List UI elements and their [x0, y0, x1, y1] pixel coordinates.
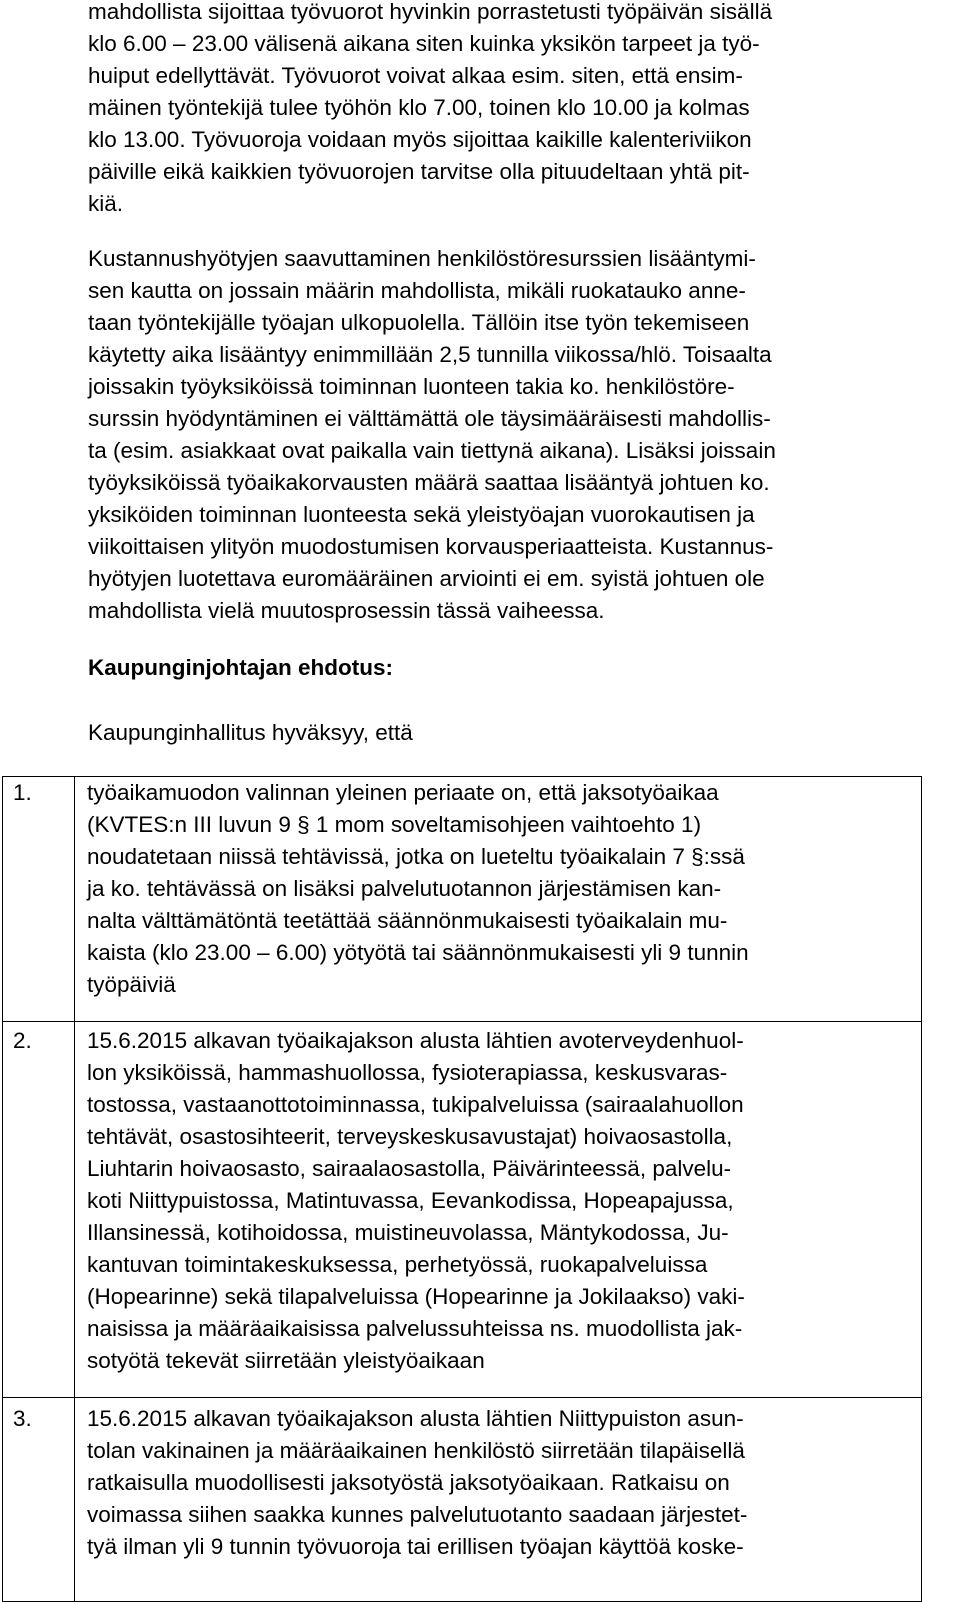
text-line: klo 13.00. Työvuoroja voidaan myös sijoittaa kaikille kalenteriviikon	[88, 127, 752, 152]
text-line: tehtävät, osastosihteerit, terveyskeskusavustajat) hoivaosastolla,	[87, 1124, 733, 1149]
text-line: 15.6.2015 alkavan työaikajakson alusta lähtien avoterveydenhuol-	[87, 1028, 744, 1053]
text-line: viikoittaisen ylityön muodostumisen korvausperiaatteista. Kustannus-	[88, 534, 774, 559]
text-line: naisissa ja määräaikaisissa palvelussuhteissa ns. muodollista jak-	[87, 1316, 743, 1341]
numbered-items-table	[2, 776, 922, 1602]
text-line: huiput edellyttävät. Työvuorot voivat alkaa esim. siten, että ensim-	[88, 63, 743, 88]
text-line: kantuvan toimintakeskuksessa, perhetyössä, ruokapalveluissa	[87, 1252, 708, 1277]
text-line: (KVTES:n III luvun 9 § 1 mom soveltamisohjeen vaihtoehto 1)	[87, 812, 702, 837]
text-line: klo 6.00 – 23.00 välisenä aikana siten kuinka yksikön tarpeet ja työ-	[88, 31, 760, 56]
text-line: käytetty aika lisääntyy enimmillään 2,5 tunnilla viikossa/hlö. Toisaalta	[88, 342, 772, 367]
text-line: ratkaisulla muodollisesti jaksotyöstä jaksotyöaikaan. Ratkaisu on	[87, 1470, 730, 1495]
item-number: 3.	[13, 1406, 32, 1431]
text-line: sotyötä tekevät siirretään yleistyöaikaan	[87, 1348, 485, 1373]
row-divider	[3, 1397, 921, 1398]
text-line: lon yksiköissä, hammashuollossa, fysioterapiassa, keskusvaras-	[87, 1060, 728, 1085]
text-line: koti Niittypuistossa, Matintuvassa, Eevankodissa, Hopeapajussa,	[87, 1188, 734, 1213]
text-line: 15.6.2015 alkavan työaikajakson alusta lähtien Niittypuiston asun-	[87, 1406, 744, 1431]
text-line: voimassa siihen saakka kunnes palvelutuotanto saadaan järjestet-	[87, 1502, 748, 1527]
text-line: tyä ilman yli 9 tunnin työvuoroja tai erillisen työajan käyttöä koske-	[87, 1534, 744, 1559]
text-line: taan työntekijälle työajan ulkopuolella. Tällöin itse työn tekemiseen	[88, 310, 750, 335]
proposal-heading: Kaupunginjohtajan ehdotus:	[88, 655, 393, 680]
text-line: kaista (klo 23.00 – 6.00) yötyötä tai säännönmukaisesti yli 9 tunnin	[87, 940, 749, 965]
text-line: sen kautta on jossain määrin mahdollista, mikäli ruokatauko anne-	[88, 278, 746, 303]
text-line: tolan vakinainen ja määräaikainen henkilöstö siirretään tilapäisellä	[87, 1438, 745, 1463]
text-line: nalta välttämätöntä teetättää säännönmukaisesti työaikalain mu-	[87, 908, 728, 933]
text-line: yksiköiden toiminnan luonteesta sekä yleistyöajan vuorokautisen ja	[88, 502, 755, 527]
item-number: 2.	[13, 1028, 32, 1053]
text-line: kiä.	[88, 191, 124, 216]
text-line: päiville eikä kaikkien työvuorojen tarvitse olla pituudeltaan yhtä pit-	[88, 159, 750, 184]
text-line: työpäiviä	[87, 972, 176, 997]
text-line: hyötyjen luotettava euromääräinen arviointi ei em. syistä johtuen ole	[88, 566, 765, 591]
text-line: joissakin työyksiköissä toiminnan luonteen takia ko. henkilöstöre-	[88, 374, 735, 399]
text-line: Illansinessä, kotihoidossa, muistineuvolassa, Mäntykodossa, Ju-	[87, 1220, 729, 1245]
item-number: 1.	[13, 780, 32, 805]
text-line: Kustannushyötyjen saavuttaminen henkilöstöresurssien lisääntymi-	[88, 246, 756, 271]
proposal-intro: Kaupunginhallitus hyväksyy, että	[88, 720, 413, 745]
row-divider	[3, 1021, 921, 1022]
text-line: ta (esim. asiakkaat ovat paikalla vain tiettynä aikana). Lisäksi joissain	[88, 438, 776, 463]
text-line: ja ko. tehtävässä on lisäksi palvelutuotannon järjestämisen kan-	[87, 876, 722, 901]
text-line: mäinen työntekijä tulee työhön klo 7.00, toinen klo 10.00 ja kolmas	[88, 95, 750, 120]
text-line: (Hopearinne) sekä tilapalveluissa (Hopearinne ja Jokilaakso) vaki-	[87, 1284, 745, 1309]
text-line: työaikamuodon valinnan yleinen periaate on, että jaksotyöaikaa	[87, 780, 719, 805]
text-line: mahdollista vielä muutosprosessin tässä vaiheessa.	[88, 598, 605, 623]
text-line: surssin hyödyntäminen ei välttämättä ole täysimääräisesti mahdollis-	[88, 406, 771, 431]
text-line: Liuhtarin hoivaosasto, sairaalaosastolla, Päivärinteessä, palvelu-	[87, 1156, 732, 1181]
column-divider	[74, 777, 75, 1601]
text-line: tostossa, vastaanottotoiminnassa, tukipalveluissa (sairaalahuollon	[87, 1092, 744, 1117]
text-line: mahdollista sijoittaa työvuorot hyvinkin porrastetusti työpäivän sisällä	[88, 0, 773, 24]
text-line: noudatetaan niissä tehtävissä, jotka on lueteltu työaikalain 7 §:ssä	[87, 844, 745, 869]
text-line: työyksiköissä työaikakorvausten määrä saattaa lisääntyä johtuen ko.	[88, 470, 770, 495]
